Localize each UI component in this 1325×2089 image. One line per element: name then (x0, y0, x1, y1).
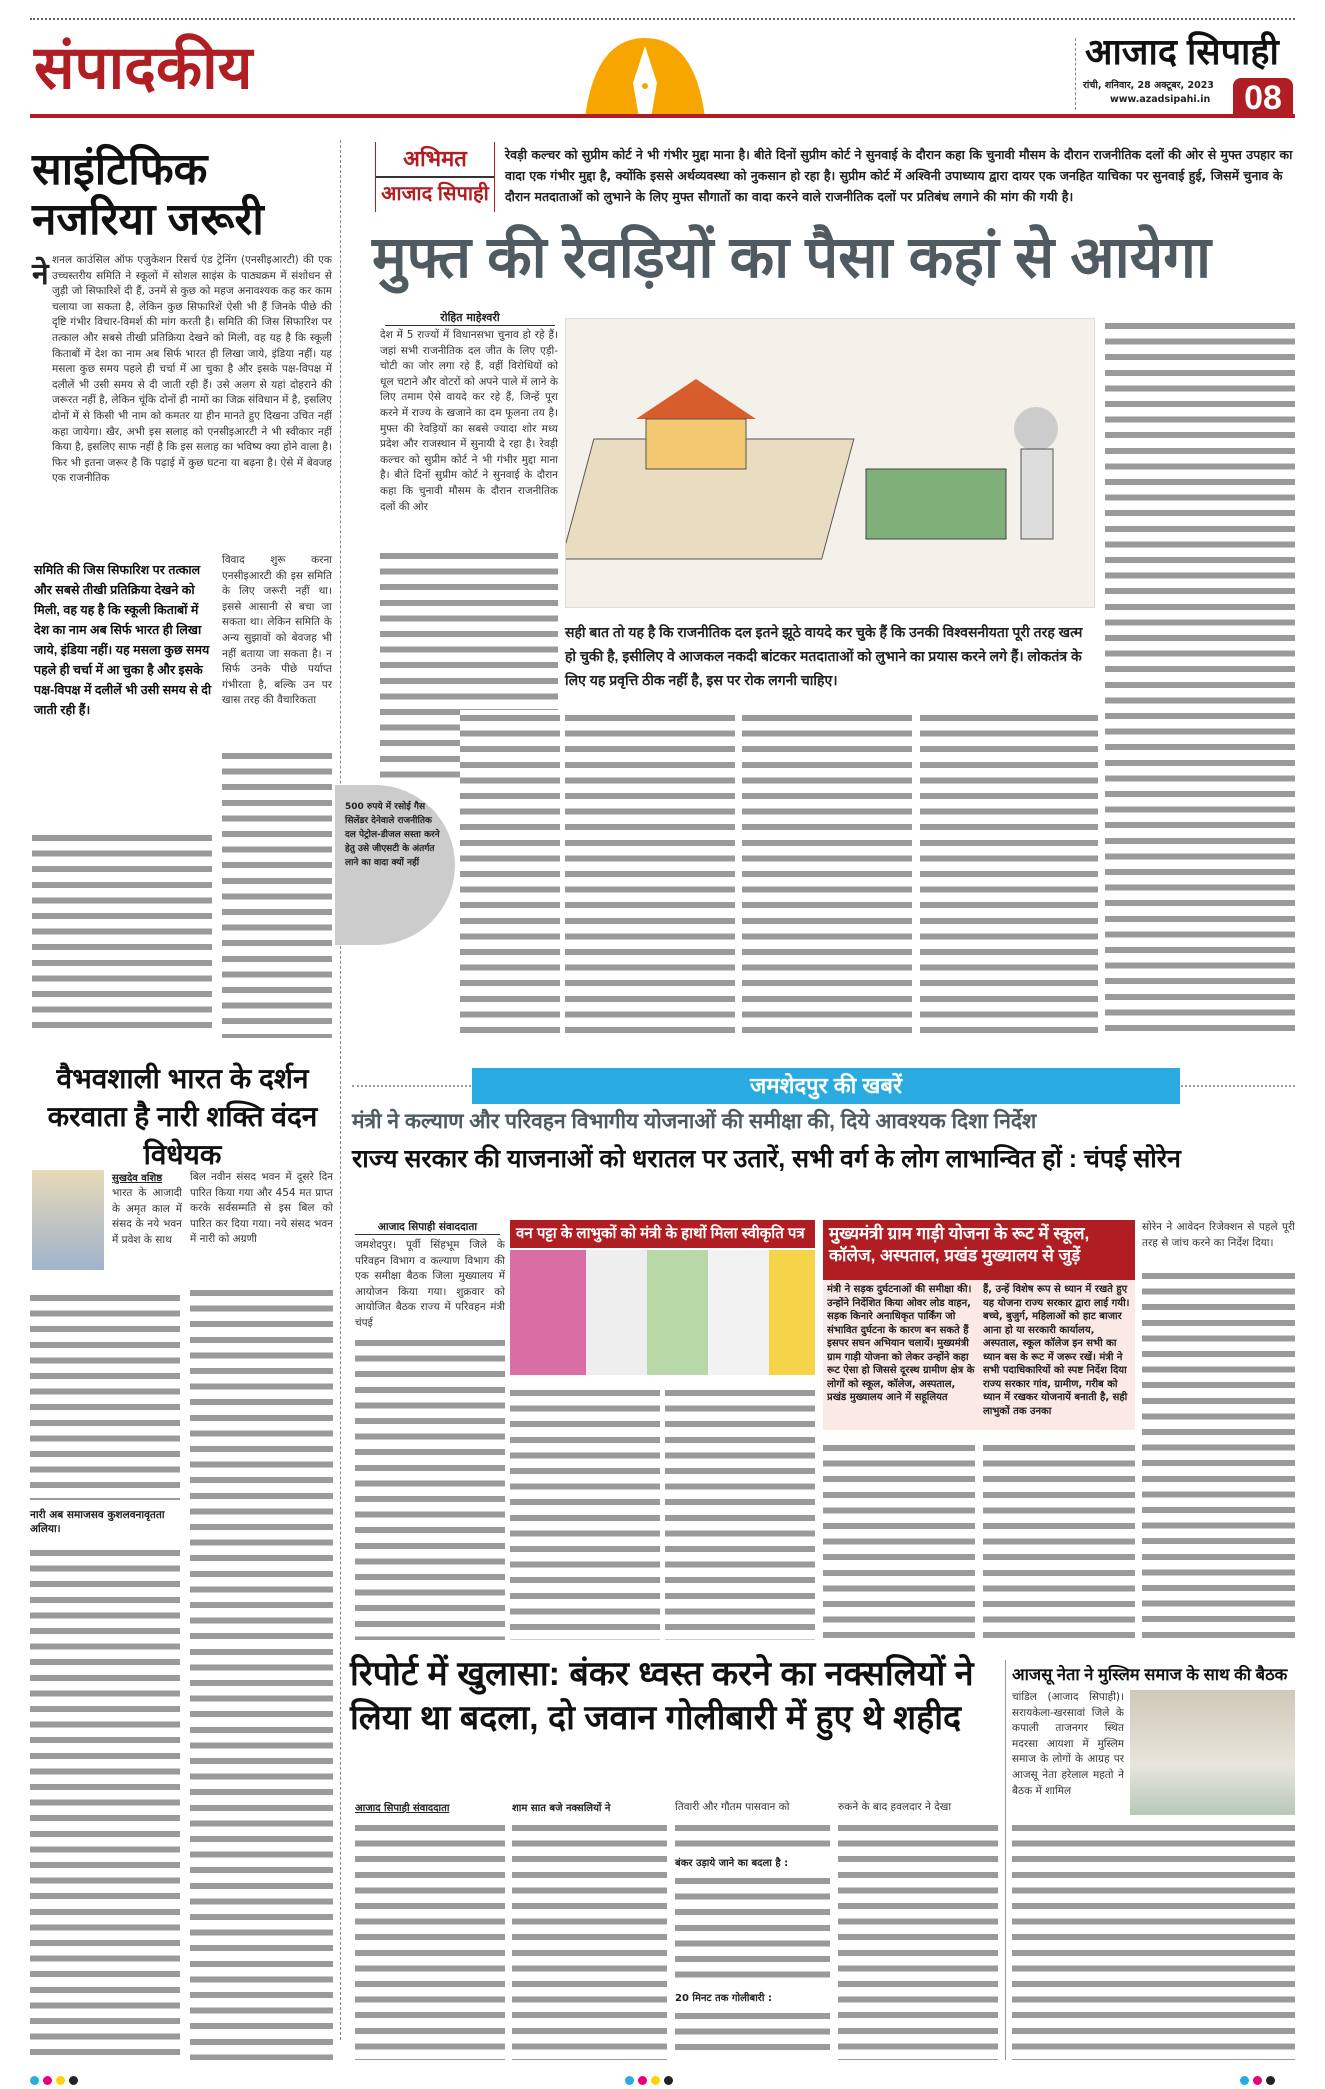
jamshedpur-col (510, 1385, 660, 1640)
magenta-dot (43, 2076, 52, 2085)
jamshedpur-col (355, 1335, 505, 1640)
editorial-body: शनल काउंसिल ऑफ एजुकेशन रिसर्च एंड ट्रेनिंग (एनसीइआरटी) की एक उच्चस्तरीय समिति ने स्कूलों में सोशल साइंस के पाठ्यक्रम में संशोधन से जुड़ी जो सिफारिशें दी हैं, उनमें से कुछ को महज अनावश्यक कह कर काम चलाया जा सकता है, लेकिन कुछ सिफारिशें ऐसी भी हैं जिनके पीछे की दृष्टि गंभीर विचार-विमर्श की मांग करती है। समिति की जिस सिफारिश पर तत्काल और सबसे तीखी प्रतिक्रिया देखने को मिली, वह यह है कि स्कूली किताबों में देश का नाम अब सिर्फ भारत ही लिखा जाये, इंडिया नहीं। यह मसला कुछ समय पहले ही चर्चा में आ चुका है और इसके पक्ष-विपक्ष में दलीलें भी उसी समय से दी जाती रही हैं। उसे अलग से यहां दोहराने की जरूरत नहीं है, लेकिन चूंकि दोनों ही नामों का जिक्र संविधान में है, इसलिए दोनों में से किसी भी नाम को कमतर या हीन मानते हुए दिखना उचित नहीं कहा जायेगा। खैर, अभी इस सलाह को एनसीइआरटी ने भी स्वीकार नहीं किया है, इसलिए साफ नहीं है कि इस सलाह का भविष्य क्या होने वाला है। फिर भी इतना जरूर है कि पढ़ाई में कुछ घटना या बढ़ना है। ऐसे में बेवजह एक राजनीतिक (52, 254, 332, 485)
dateline: रांची, शनिवार, 28 अक्टूबर, 2023 (1083, 80, 1214, 91)
naxal-sub2: बंकर उड़ाये जाने का बदला है : (675, 1858, 789, 1869)
opinion-col (920, 710, 1098, 1040)
editorial-body-continued (222, 748, 332, 1038)
naxal-col (675, 1873, 830, 1983)
nari-body: भारत के आजादी के अमृत काल में संसद के नये भवन में प्रवेश के साथ (112, 1187, 182, 1246)
color-registration-left (30, 2070, 82, 2089)
photo-meeting (1130, 1690, 1295, 1815)
naxal-col (512, 1820, 667, 2060)
opinion-intro: रेवड़ी कल्चर को सुप्रीम कोर्ट ने भी गंभीर मुद्दा माना है। बीते दिनों सुप्रीम कोर्ट ने सुनवाई के दौरान कहा कि चुनावी मौसम के दौरान राजनीतिक दलों की ओर से मुफ्त उपहार का वादा एक गंभीर मुद्दा है, क्योंकि इससे अर्थव्यवस्था को नुकसान हो रहा है। सुप्रीम कोर्ट में अश्विनी उपाध्याय द्वारा दायर एक जनहित याचिका पर सुनवाई हुई, जिसमें चुनाव के दौरान मतदाताओं को लुभाने के लिए मुफ्त सौगातों का वादा करने वाले राजनीतिक दलों पर प्रतिबंध लगाने की मांग की गयी है। (505, 147, 1293, 204)
dropcap: ने (32, 258, 49, 291)
naxal-col4: रुकने के बाद हवलदार ने देखा (838, 1801, 952, 1813)
ajsu-col (1012, 1820, 1295, 2060)
black-dot (1266, 2076, 1275, 2085)
nari-author: सुखदेव वशिष्ठ (112, 1173, 163, 1184)
black-dot (664, 2076, 673, 2085)
editorial-title: साइंटिफिक नजरिया जरूरी (32, 145, 264, 244)
nari-headline: वैभवशाली भारत के दर्शन करवाता है नारी शक्ति वंदन विधेयक (47, 1063, 318, 1170)
naxal-col (675, 2008, 830, 2060)
opinion-headline: मुफ्त की रेवड़ियों का पैसा कहां से आयेगा (372, 225, 1211, 290)
page-number: 08 (1233, 78, 1293, 118)
naxal-col3: तिवारी और गौतम पासवान को (675, 1801, 790, 1813)
opinion-col (460, 710, 560, 1040)
black-dot (69, 2076, 78, 2085)
editorial-body-continued (32, 830, 212, 1038)
jamshedpur-body: जमशेदपुर। पूर्वी सिंहभूम जिले के परिवहन विभाग व कल्याण विभाग की एक समीक्षा बैठक जिला मुख्यालय में आयोजन किया गया। शुक्रवार को आयोजित बैठक राज्य में परिवहन मंत्री चंपई (355, 1239, 505, 1329)
scheme-box-title: मुख्यमंत्री ग्राम गाड़ी योजना के रूट में स्कूल, कॉलेज, अस्पताल, प्रखंड मुख्यालय से जुड़ें (823, 1220, 1135, 1280)
opinion-col (742, 710, 912, 1040)
circle-quote: 500 रुपये में रसोई गैस सिलेंडर देनेवाले राजनीतिक दल पेट्रोल-डीजल सस्ता करने हेतु उसे जीएसटी के अंतर्गत लाने का वादा क्यों नहीं (345, 802, 440, 868)
cyan-dot (30, 2076, 39, 2085)
cyan-dot (1240, 2076, 1249, 2085)
nari-subhead: नारी अब समाजसव कुशलवनावृतता अलिया। (30, 1509, 165, 1535)
naxal-sub3: 20 मिनट तक गोलीबारी : (675, 1993, 772, 2004)
photo-minister-beneficiaries (510, 1250, 815, 1375)
paper-name: आजाद सिपाही (1085, 31, 1279, 72)
jamshedpur-banner: जमशेदपुर की खबरें (472, 1068, 1180, 1104)
section-title: संपादकीय (34, 34, 253, 101)
image-caption: सही बात तो यह है कि राजनीतिक दल इतने झूठे वायदे कर चुके हैं कि उनकी विश्वसनीयता पूरी तरह खत्म हो चुकी है, इसीलिए वे आजकल नकदी बांटकर मतदाताओं को लुभाने का प्रयास करने लगे हैं। लोकतंत्र के लिए यह प्रवृत्ति ठीक नहीं है, इस पर रोक लगनी चाहिए। (565, 624, 1083, 688)
column-divider (340, 140, 341, 2040)
jamshedpur-col (823, 1440, 975, 1640)
tag-abhimat: अभिमत (376, 142, 494, 178)
website: www.azadsipahi.in (1110, 94, 1211, 105)
color-registration-right (1240, 2070, 1279, 2089)
magenta-dot (1253, 2076, 1262, 2085)
color-registration-center (625, 2070, 677, 2089)
magenta-dot (638, 2076, 647, 2085)
nari-col (30, 1290, 180, 1500)
jamshedpur-col (665, 1385, 815, 1640)
nari-col (30, 1545, 180, 2060)
ajsu-headline: आजसू नेता ने मुस्लिम समाज के साथ की बैठक (1012, 1666, 1288, 1684)
masthead-divider (1075, 38, 1076, 110)
ajsu-body: चांडिल (आजाद सिपाही)। सरायकेला-खरसावां जिले के कपाली ताजनगर स्थित मदरसा आयशा में मुस्लिम समाज के लोगों के आग्रह पर आजसू नेता हरेलाल महतो ने बैठक में शामिल (1012, 1691, 1124, 1797)
nari-col (190, 1285, 333, 2060)
naxal-byline: आजाद सिपाही संवाददाता (355, 1803, 450, 1814)
header-rule (30, 114, 1295, 118)
scheme-box-col1: मंत्री ने सड़क दुर्घटनाओं की समीक्षा की। उन्होंने निर्देशित किया ओवर लोड वाहन, सड़क किनारे अनाधिकृत पार्किंग जो संभावित दुर्घटना के कारण बन सकते हैं इसपर सघन अभियान चलायें। मुख्यमंत्री ग्राम गाड़ी योजना को लेकर उन्होंने कहा रूट ऐसा हो जिससे दूरस्थ ग्रामीण क्षेत्र के लोगों को स्कूल, कॉलेज, अस्पताल, प्रखंड मुख्यालय आने में सहूलियत (827, 1284, 975, 1403)
jamshedpur-headline: राज्य सरकार की याजनाओं को धरातल पर उतारें, सभी वर्ग के लोग लाभान्वित हों : चंपई सोरेन (352, 1145, 1181, 1173)
opinion-body: देश में 5 राज्यों में विधानसभा चुनाव हो रहे हैं। जहां सभी राजनीतिक दल जीत के लिए एड़ी-चोटी का जोर लगा रहे हैं, वहीं विरोधियों को धूल चटाने और वोटरों को अपने पाले में लाने के लिए तमाम ऐसे वायदे कर रहे हैं, जिन्हें पूरा करने में राज्य के खजाने का दम फूलना तय है। मुफ्त की रेवड़ियों का सबसे ज्यादा शोर मध्य प्रदेश और राजस्थान में सुनायी दे रहा है। रेवड़ी कल्चर को सुप्रीम कोर्ट ने भी गंभीर मुद्दा माना है। बीते दिनों सुप्रीम कोर्ट ने सुनवाई के दौरान कहा कि चुनावी मौसम के दौरान राजनीतिक दलों की ओर (380, 329, 558, 513)
editorial-pullquote: समिति की जिस सिफारिश पर तत्काल और सबसे तीखी प्रतिक्रिया देखने को मिली, वह यह है कि स्कूली किताबों में देश का नाम अब सिर्फ भारत ही लिखा जाये, इंडिया नहीं। यह मसला कुछ समय पहले ही चर्चा में आ चुका है और इसके पक्ष-विपक्ष में दलीलें भी उसी समय से दी जाती रही हैं। (34, 563, 212, 717)
jamshedpur-col4: सोरेन ने आवेदन रिजेक्शन से पहले पूरी तरह से जांच करने का निर्देश दिया। (1142, 1221, 1295, 1249)
opinion-author: रोहित माहेश्वरी (385, 310, 555, 326)
cyan-dot (625, 2076, 634, 2085)
yellow-dot (651, 2076, 660, 2085)
nari-col2: बिल नवीन संसद भवन में दूसरे दिन पारित किया गया और 454 मत प्राप्त करके सर्वसम्मति से इस बिल को पारित कर दिया गया। नये संसद भवन में नारी को अग्रणी (190, 1171, 333, 1246)
naxal-col (355, 1820, 505, 2060)
naxal-headline: रिपोर्ट में खुलासा: बंकर ध्वस्त करने का नक्सलियों ने लिया था बदला, दो जवान गोलीबारी में हुए थे शहीद (350, 1655, 974, 1737)
opinion-right-column (1105, 318, 1295, 1040)
tag-azad-sipahi: आजाद सिपाही (381, 183, 489, 205)
photo-title: वन पट्टा के लाभुकों को मंत्री के हाथों मिला स्वीकृति पत्र (510, 1220, 815, 1248)
top-rule (30, 18, 1295, 20)
author-photo (32, 1170, 104, 1270)
pen-nib-logo (585, 38, 705, 118)
column-divider (1005, 1660, 1006, 2060)
jamshedpur-col (983, 1440, 1135, 1640)
jamshedpur-col (1142, 1268, 1295, 1640)
jamshedpur-byline: आजाद सिपाही संवाददाता (355, 1220, 500, 1235)
opinion-col (565, 710, 735, 1040)
naxal-col (838, 1820, 998, 2060)
naxal-sub1: शाम सात बजे नक्सलियों ने (512, 1803, 611, 1814)
illustration-money-houses (565, 318, 1095, 608)
scheme-box-col2: हैं, उन्हें विशेष रूप से ध्यान में रखते हुए यह योजना राज्य सरकार द्वारा लाई गयी। बच्चे, बुजुर्ग, महिलाओं को हाट बाजार आना हो या सरकारी कार्यालय, अस्पताल, स्कूल कॉलेज इन सभी का ध्यान बस के रूट में जरूर रखें। मंत्री ने सभी पदाधिकारियों को स्पष्ट निर्देश दिया राज्य सरकार गांव, ग्रामीण, गरीब को ध्यान में रखकर योजनायें बनाती है, सही लाभुकों तक उनका (983, 1284, 1130, 1417)
opinion-tag (375, 142, 495, 212)
editorial-side-text: विवाद शुरू करना एनसीइआरटी की इस समिति के लिए जरूरी नहीं था। इससे आसानी से बचा जा सकता था। लेकिन समिति के अन्य सुझावों को बेवजह भी नहीं बताया जा सकता है। न सिर्फ उनके पीछे पर्याप्त गंभीरता है, बल्कि उन पर खास तरह की वैचारिकता (222, 554, 332, 707)
jamshedpur-kicker: मंत्री ने कल्याण और परिवहन विभागीय योजनाओं की समीक्षा की, दिये आवश्यक दिशा निर्देश (352, 1110, 1037, 1133)
yellow-dot (56, 2076, 65, 2085)
naxal-col (675, 1820, 830, 1850)
